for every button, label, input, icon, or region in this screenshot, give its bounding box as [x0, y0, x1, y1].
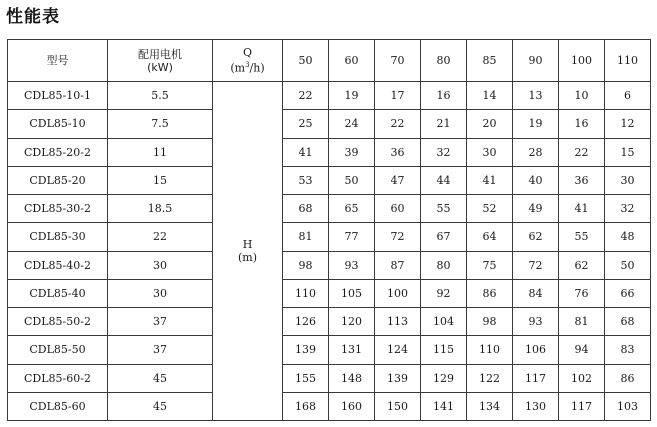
- page-title: 性能表: [6, 7, 60, 27]
- head-value-cell: 16: [421, 82, 467, 110]
- flow-rate-header: [213, 40, 283, 82]
- table-row: [8, 110, 651, 138]
- motor-power-cell: 7.5: [108, 110, 213, 138]
- head-value-cell: 92: [421, 279, 467, 307]
- model-header: 型号: [8, 40, 108, 82]
- head-value-cell: 49: [513, 195, 559, 223]
- head-value-cell: 98: [467, 308, 513, 336]
- head-value-cell: 86: [605, 364, 651, 392]
- table-row: [8, 82, 651, 110]
- motor-power-cell: 37: [108, 336, 213, 364]
- flow-value-header: 90: [513, 40, 559, 82]
- head-value-cell: 75: [467, 251, 513, 279]
- head-value-cell: 62: [559, 251, 605, 279]
- head-value-cell: 117: [513, 364, 559, 392]
- head-value-cell: 87: [375, 251, 421, 279]
- table-row: [8, 166, 651, 194]
- head-value-cell: 30: [605, 166, 651, 194]
- head-value-cell: 64: [467, 223, 513, 251]
- head-value-cell: 126: [283, 308, 329, 336]
- head-value-cell: 103: [605, 392, 651, 420]
- head-value-cell: 150: [375, 392, 421, 420]
- table-row: [8, 308, 651, 336]
- head-value-cell: 113: [375, 308, 421, 336]
- head-value-cell: 110: [283, 279, 329, 307]
- head-value-cell: 81: [559, 308, 605, 336]
- motor-power-unit: (kW): [147, 60, 173, 74]
- head-value-cell: 93: [513, 308, 559, 336]
- head-value-cell: 105: [329, 279, 375, 307]
- head-value-cell: 22: [559, 138, 605, 166]
- head-value-cell: 104: [421, 308, 467, 336]
- table-row: [8, 364, 651, 392]
- head-value-cell: 93: [329, 251, 375, 279]
- head-value-cell: 41: [559, 195, 605, 223]
- head-value-cell: 10: [559, 82, 605, 110]
- motor-power-cell: 5.5: [108, 82, 213, 110]
- head-value-cell: 53: [283, 166, 329, 194]
- head-value-cell: 83: [605, 336, 651, 364]
- model-cell: CDL85-20-2: [8, 138, 108, 166]
- flow-value-header: 60: [329, 40, 375, 82]
- motor-power-cell: 30: [108, 279, 213, 307]
- model-cell: CDL85-30: [8, 223, 108, 251]
- head-value-cell: 120: [329, 308, 375, 336]
- head-value-cell: 115: [421, 336, 467, 364]
- head-value-cell: 68: [605, 308, 651, 336]
- head-value-cell: 41: [283, 138, 329, 166]
- model-cell: CDL85-40-2: [8, 251, 108, 279]
- head-value-cell: 22: [283, 82, 329, 110]
- head-value-cell: 168: [283, 392, 329, 420]
- head-value-cell: 130: [513, 392, 559, 420]
- head-value-cell: 72: [375, 223, 421, 251]
- head-value-cell: 55: [559, 223, 605, 251]
- table-row: [8, 195, 651, 223]
- model-cell: CDL85-10-1: [8, 82, 108, 110]
- head-value-cell: 12: [605, 110, 651, 138]
- head-value-cell: 67: [421, 223, 467, 251]
- motor-power-cell: 45: [108, 392, 213, 420]
- head-value-cell: 160: [329, 392, 375, 420]
- flow-rate-label: Q: [242, 46, 253, 60]
- flow-value-header: 50: [283, 40, 329, 82]
- head-value-cell: 47: [375, 166, 421, 194]
- head-value-cell: 25: [283, 110, 329, 138]
- motor-power-cell: 37: [108, 308, 213, 336]
- model-cell: CDL85-30-2: [8, 195, 108, 223]
- head-value-cell: 98: [283, 251, 329, 279]
- head-value-cell: 36: [375, 138, 421, 166]
- model-cell: CDL85-10: [8, 110, 108, 138]
- head-value-cell: 28: [513, 138, 559, 166]
- head-value-cell: 141: [421, 392, 467, 420]
- flow-rate-unit-prefix: (m: [230, 61, 246, 75]
- motor-power-label: 配用电机: [138, 47, 182, 61]
- model-cell: CDL85-20: [8, 166, 108, 194]
- head-value-cell: 72: [513, 251, 559, 279]
- model-cell: CDL85-40: [8, 279, 108, 307]
- head-value-cell: 41: [467, 166, 513, 194]
- head-value-cell: 106: [513, 336, 559, 364]
- head-label: H: [242, 238, 253, 251]
- head-value-cell: 122: [467, 364, 513, 392]
- head-value-cell: 19: [329, 82, 375, 110]
- head-value-cell: 66: [605, 279, 651, 307]
- head-value-cell: 110: [467, 336, 513, 364]
- model-cell: CDL85-50-2: [8, 308, 108, 336]
- model-cell: CDL85-50: [8, 336, 108, 364]
- flow-rate-unit-suffix: /h): [249, 61, 265, 75]
- head-value-cell: 52: [467, 195, 513, 223]
- motor-power-cell: 15: [108, 166, 213, 194]
- head-value-cell: 77: [329, 223, 375, 251]
- head-value-cell: 84: [513, 279, 559, 307]
- head-value-cell: 124: [375, 336, 421, 364]
- table-row: [8, 223, 651, 251]
- table-header-row: [8, 40, 651, 82]
- table-body: [8, 82, 651, 421]
- flow-rate-unit: [213, 59, 282, 75]
- head-value-cell: 68: [283, 195, 329, 223]
- head-value-cell: 16: [559, 110, 605, 138]
- head-label-cell: [213, 82, 283, 421]
- head-value-cell: 117: [559, 392, 605, 420]
- head-value-cell: 65: [329, 195, 375, 223]
- table-row: [8, 138, 651, 166]
- head-value-cell: 60: [375, 195, 421, 223]
- head-value-cell: 30: [467, 138, 513, 166]
- head-value-cell: 86: [467, 279, 513, 307]
- head-value-cell: 40: [513, 166, 559, 194]
- head-value-cell: 39: [329, 138, 375, 166]
- head-value-cell: 55: [421, 195, 467, 223]
- head-value-cell: 102: [559, 364, 605, 392]
- head-value-cell: 139: [283, 336, 329, 364]
- head-value-cell: 155: [283, 364, 329, 392]
- table-row: [8, 251, 651, 279]
- head-value-cell: 13: [513, 82, 559, 110]
- head-value-cell: 20: [467, 110, 513, 138]
- model-cell: CDL85-60: [8, 392, 108, 420]
- head-value-cell: 139: [375, 364, 421, 392]
- table-row: [8, 392, 651, 420]
- head-value-cell: 21: [421, 110, 467, 138]
- head-value-cell: 100: [375, 279, 421, 307]
- flow-value-header: 110: [605, 40, 651, 82]
- head-value-cell: 14: [467, 82, 513, 110]
- performance-table: [7, 39, 651, 421]
- head-value-cell: 131: [329, 336, 375, 364]
- head-value-cell: 32: [605, 195, 651, 223]
- head-value-cell: 36: [559, 166, 605, 194]
- head-value-cell: 6: [605, 82, 651, 110]
- table-row: [8, 279, 651, 307]
- head-value-cell: 24: [329, 110, 375, 138]
- flow-value-header: 80: [421, 40, 467, 82]
- motor-power-cell: 45: [108, 364, 213, 392]
- flow-value-header: 100: [559, 40, 605, 82]
- head-value-cell: 44: [421, 166, 467, 194]
- head-value-cell: 22: [375, 110, 421, 138]
- flow-rate-unit-sup: 3: [245, 61, 250, 70]
- head-value-cell: 81: [283, 223, 329, 251]
- table-row: [8, 336, 651, 364]
- head-value-cell: 134: [467, 392, 513, 420]
- head-value-cell: 48: [605, 223, 651, 251]
- head-value-cell: 17: [375, 82, 421, 110]
- head-value-cell: 32: [421, 138, 467, 166]
- head-value-cell: 19: [513, 110, 559, 138]
- motor-power-cell: 22: [108, 223, 213, 251]
- flow-value-header: 85: [467, 40, 513, 82]
- head-value-cell: 80: [421, 251, 467, 279]
- head-value-cell: 148: [329, 364, 375, 392]
- motor-power-cell: 11: [108, 138, 213, 166]
- motor-power-header: [108, 40, 213, 82]
- head-value-cell: 94: [559, 336, 605, 364]
- head-value-cell: 50: [605, 251, 651, 279]
- head-value-cell: 62: [513, 223, 559, 251]
- head-value-cell: 129: [421, 364, 467, 392]
- motor-power-cell: 18.5: [108, 195, 213, 223]
- head-value-cell: 76: [559, 279, 605, 307]
- flow-value-header: 70: [375, 40, 421, 82]
- head-value-cell: 50: [329, 166, 375, 194]
- head-unit: (m): [237, 251, 257, 264]
- motor-power-cell: 30: [108, 251, 213, 279]
- model-cell: CDL85-60-2: [8, 364, 108, 392]
- head-value-cell: 15: [605, 138, 651, 166]
